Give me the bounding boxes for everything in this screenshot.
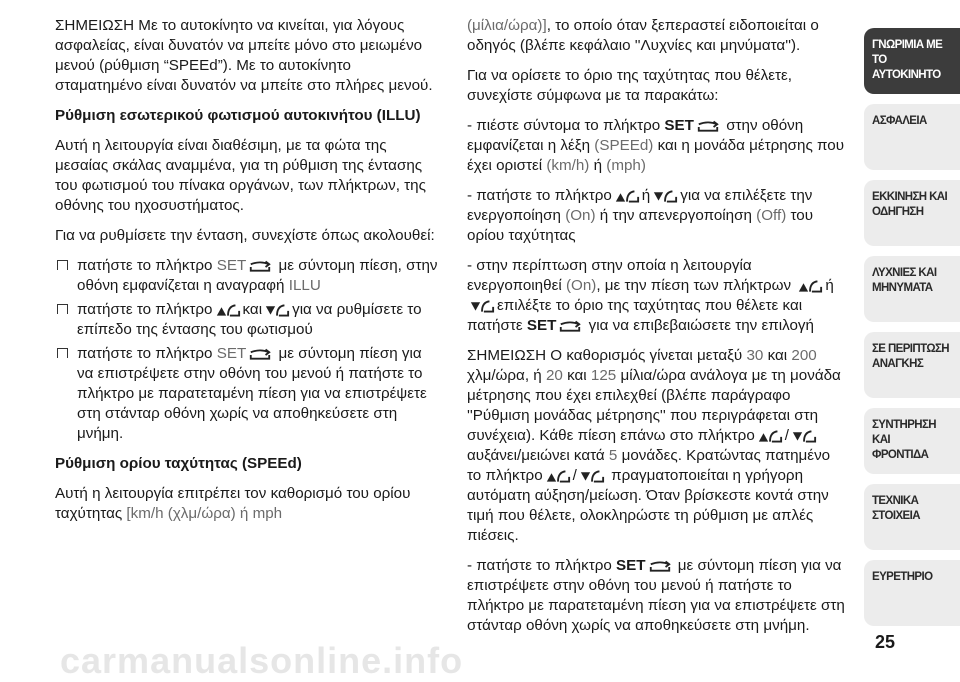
speed-description <box>55 484 441 524</box>
down-button-icon <box>579 468 605 484</box>
body-text: , το οποίο όταν ξεπεραστεί ειδοποιείται ο οδηγός (βλέπε κεφάλαιο ''Λυχνίες και μηνύματα''). <box>467 17 819 54</box>
body-text: για να επιβεβαιώσετε την επιλογή <box>588 317 814 334</box>
unit-text: (μίλια/ώρα)] <box>467 17 547 34</box>
body-text: και <box>567 367 587 384</box>
step-text: πατήστε το πλήκτρο <box>77 345 213 362</box>
tab-technical-data[interactable] <box>864 484 960 550</box>
step-text: με σύντομη πίεση για να επιστρέψετε στην οθόνη του μενού ή πατήστε το πλήκτρο με παρατεταμένη πίεση για να επιστρέψετε στη στάνταρ οθόνη χωρίς να αποθηκεύσετε στη μνήμη. <box>77 345 427 442</box>
body-text: / <box>572 467 577 484</box>
set-button-icon <box>696 120 720 134</box>
bullet-icon <box>57 304 68 314</box>
list-item <box>55 300 441 340</box>
on-label: (On) <box>565 207 596 224</box>
tab-index[interactable] <box>864 560 960 626</box>
set-button-icon <box>558 320 582 334</box>
note-paragraph: ΣΗΜΕΙΩΣΗ Με το αυτοκίνητο να κινείται, για λόγους ασφαλείας, είναι δυνατόν να μπείτε μόνο στο μειωμένο μενού (ρύθμιση “SPEEd”). Με το αυτοκίνητο σταματημένο είναι δυνατόν να μπείτε στο πλήρες μενού. <box>55 17 433 94</box>
value-20: 20 <box>545 367 563 384</box>
body-text: ή <box>593 157 603 174</box>
tab-label: ΑΣΦΑΛΕΙΑ <box>872 115 927 127</box>
chapter-tabs <box>864 0 960 678</box>
left-column <box>55 16 441 534</box>
set-button-icon <box>248 260 272 274</box>
up-button-icon <box>545 468 571 484</box>
body-text: για να επιλέξετε την ενεργοποίηση <box>467 187 813 224</box>
speed-step-1 <box>467 116 847 176</box>
speed-note <box>467 346 847 546</box>
value-30: 30 <box>746 347 764 364</box>
body-text: του ορίου ταχύτητας <box>467 207 814 244</box>
tab-label: ΜΗΝΥΜΑΤΑ <box>872 282 933 294</box>
right-column <box>467 16 847 646</box>
unit-mph: (mph) <box>606 157 646 174</box>
illu-instructions-intro: Για να ρυθμίσετε την ένταση, συνεχίστε όπως ακολουθεί: <box>55 227 435 244</box>
down-button-icon <box>469 298 495 314</box>
body-text: αυξάνει/μειώνει κατά <box>467 447 605 464</box>
up-button-icon <box>797 278 823 294</box>
tab-label: ΑΥΤΟΚΙΝΗΤΟ <box>872 69 941 81</box>
illu-steps-list <box>55 256 441 444</box>
set-button-icon <box>648 560 672 574</box>
speed-step-4 <box>467 556 847 636</box>
page-number: 25 <box>874 632 896 652</box>
step-text: και <box>242 301 263 318</box>
tab-label: ΟΔΗΓΗΣΗ <box>872 206 924 218</box>
body-text: ή <box>641 187 651 204</box>
speed-unit-text: [km/h (χλμ/ώρα) ή mph <box>126 505 283 522</box>
tab-label: ΕΥΡΕΤΗΡΙΟ <box>872 571 933 583</box>
set-key-label: SET <box>216 257 247 274</box>
tab-label: ΣΥΝΤΗΡΗΣΗ ΚΑΙ <box>872 419 936 446</box>
body-text: - πιέστε σύντομα το πλήκτρο <box>467 117 661 134</box>
section-heading-illu: Ρύθμιση εσωτερικού φωτισμού αυτοκινήτου (ILLU) <box>55 107 421 124</box>
tab-getting-to-know[interactable] <box>864 28 960 94</box>
body-text: ή την απενεργοποίηση <box>599 207 752 224</box>
body-text: μίλια/ώρα ανάλογα με τη μονάδα μέτρησης που έχει επιλεχθεί (βλέπε παράγραφο ''Ρύθμιση μονάδας μέτρησης'' που περιγράφεται στη συνέχεια). Κάθε πίεση επάνω στο πλήκτρο <box>467 367 841 444</box>
section-heading-speed: Ρύθμιση ορίου ταχύτητας (SPEEd) <box>55 455 302 472</box>
set-key-label: SET <box>526 317 557 334</box>
body-text: μονάδες. Κρατώντας πατημένο το πλήκτρο <box>467 447 831 484</box>
tab-warning-lights[interactable] <box>864 256 960 322</box>
tab-label: ΦΡΟΝΤΙΔΑ <box>872 449 929 461</box>
speed-step-2 <box>467 186 847 246</box>
tab-label: ΤΕΧΝΙΚΑ ΣΤΟΙΧΕΙΑ <box>872 495 920 522</box>
unit-kmh: (km/h) <box>546 157 590 174</box>
tab-emergency[interactable] <box>864 332 960 398</box>
list-item <box>55 344 441 444</box>
up-button-icon <box>215 302 241 318</box>
tab-starting-driving[interactable] <box>864 180 960 246</box>
down-button-icon <box>791 428 817 444</box>
up-button-icon <box>614 188 640 204</box>
bullet-icon <box>57 260 68 270</box>
body-text: χλμ/ώρα, ή <box>467 367 542 384</box>
tab-label: ΓΝΩΡΙΜΙΑ ΜΕ ΤΟ <box>872 39 943 66</box>
up-button-icon <box>757 428 783 444</box>
body-text: - πατήστε το πλήκτρο <box>467 557 612 574</box>
speed-step-3 <box>467 256 847 336</box>
tab-label: ΣΕ ΠΕΡΙΠΤΩΣΗ <box>872 343 949 355</box>
set-key-label: SET <box>664 117 694 134</box>
tab-safety[interactable] <box>864 104 960 170</box>
tab-label: ΑΝΑΓΚΗΣ <box>872 358 924 370</box>
illu-description: Αυτή η λειτουργία είναι διαθέσιμη, με τα φώτα της μεσαίας σκάλας αναμμένα, για τη ρύθμιση της έντασης του φωτισμού του πίνακα οργάνων, των πλήκτρων, της οθόνης του ηχοσυστήματος. <box>55 137 426 214</box>
value-125: 125 <box>590 367 617 384</box>
body-text: / <box>784 427 790 444</box>
speed-description-cont <box>467 16 847 56</box>
set-key-label: SET <box>216 345 247 362</box>
off-label: (Off) <box>756 207 787 224</box>
on-label: (On) <box>565 277 597 294</box>
watermark: carmanualsonline.info <box>60 640 464 681</box>
down-button-icon <box>652 188 678 204</box>
value-200: 200 <box>791 347 817 364</box>
body-text: ή <box>825 277 834 294</box>
list-item <box>55 256 441 296</box>
tab-maintenance[interactable] <box>864 408 960 474</box>
body-text: - στην περίπτωση στην οποία η λειτουργία ενεργοποιηθεί <box>467 257 752 294</box>
down-button-icon <box>264 302 290 318</box>
speed-text: Αυτή η λειτουργία επιτρέπει τον καθορισμό του ορίου ταχύτητας <box>55 485 411 522</box>
body-text: - πατήστε το πλήκτρο <box>467 187 612 204</box>
speed-intro: Για να ορίσετε το όριο της ταχύτητας που θέλετε, συνεχίστε σύμφωνα με τα παρακάτω: <box>467 67 793 104</box>
body-text: ΣΗΜΕΙΩΣΗ Ο καθορισμός γίνεται μεταξύ <box>467 347 743 364</box>
body-text: και <box>767 347 788 364</box>
body-text: επιλέξτε το όριο της ταχύτητας που θέλετε και πατήστε <box>467 297 803 334</box>
step-text: με σύντομη πίεση, στην οθόνη εμφανίζεται η αναγραφή <box>77 257 438 294</box>
speed-code: (SPEEd) <box>594 137 654 154</box>
illu-label: ILLU <box>288 277 321 294</box>
step-text: για να ρυθμίσετε το επίπεδο της έντασης του φωτισμού <box>77 301 422 338</box>
set-key-label: SET <box>616 557 646 574</box>
bullet-icon <box>57 348 68 358</box>
body-text: και η μονάδα μέτρησης που έχει οριστεί <box>467 137 845 174</box>
set-button-icon <box>248 348 272 362</box>
tab-label: ΕΚΚΙΝΗΣΗ ΚΑΙ <box>872 191 948 203</box>
step-text: πατήστε το πλήκτρο <box>77 301 213 318</box>
body-text: στην οθόνη εμφανίζεται η λέξη <box>467 117 804 154</box>
step-text: πατήστε το πλήκτρο <box>77 257 213 274</box>
body-text: πραγματοποιείται η γρήγορη αυτόματη αύξηση/μείωση. Όταν βρίσκεστε κοντά στην τιμή που θέλετε, ολοκληρώστε τη ρύθμιση με απλές πιέσεις. <box>467 467 829 544</box>
value-5: 5 <box>608 447 618 464</box>
body-text: με σύντομη πίεση για να επιστρέψετε στην οθόνη του μενού ή πατήστε το πλήκτρο με παρατεταμένη πίεση για να επιστρέψετε στη στάνταρ οθόνη χωρίς να αποθηκεύσετε στη μνήμη. <box>467 557 845 634</box>
body-text: , με την πίεση των πλήκτρων <box>596 277 792 294</box>
tab-label: ΛΥΧΝΙΕΣ ΚΑΙ <box>872 267 937 279</box>
